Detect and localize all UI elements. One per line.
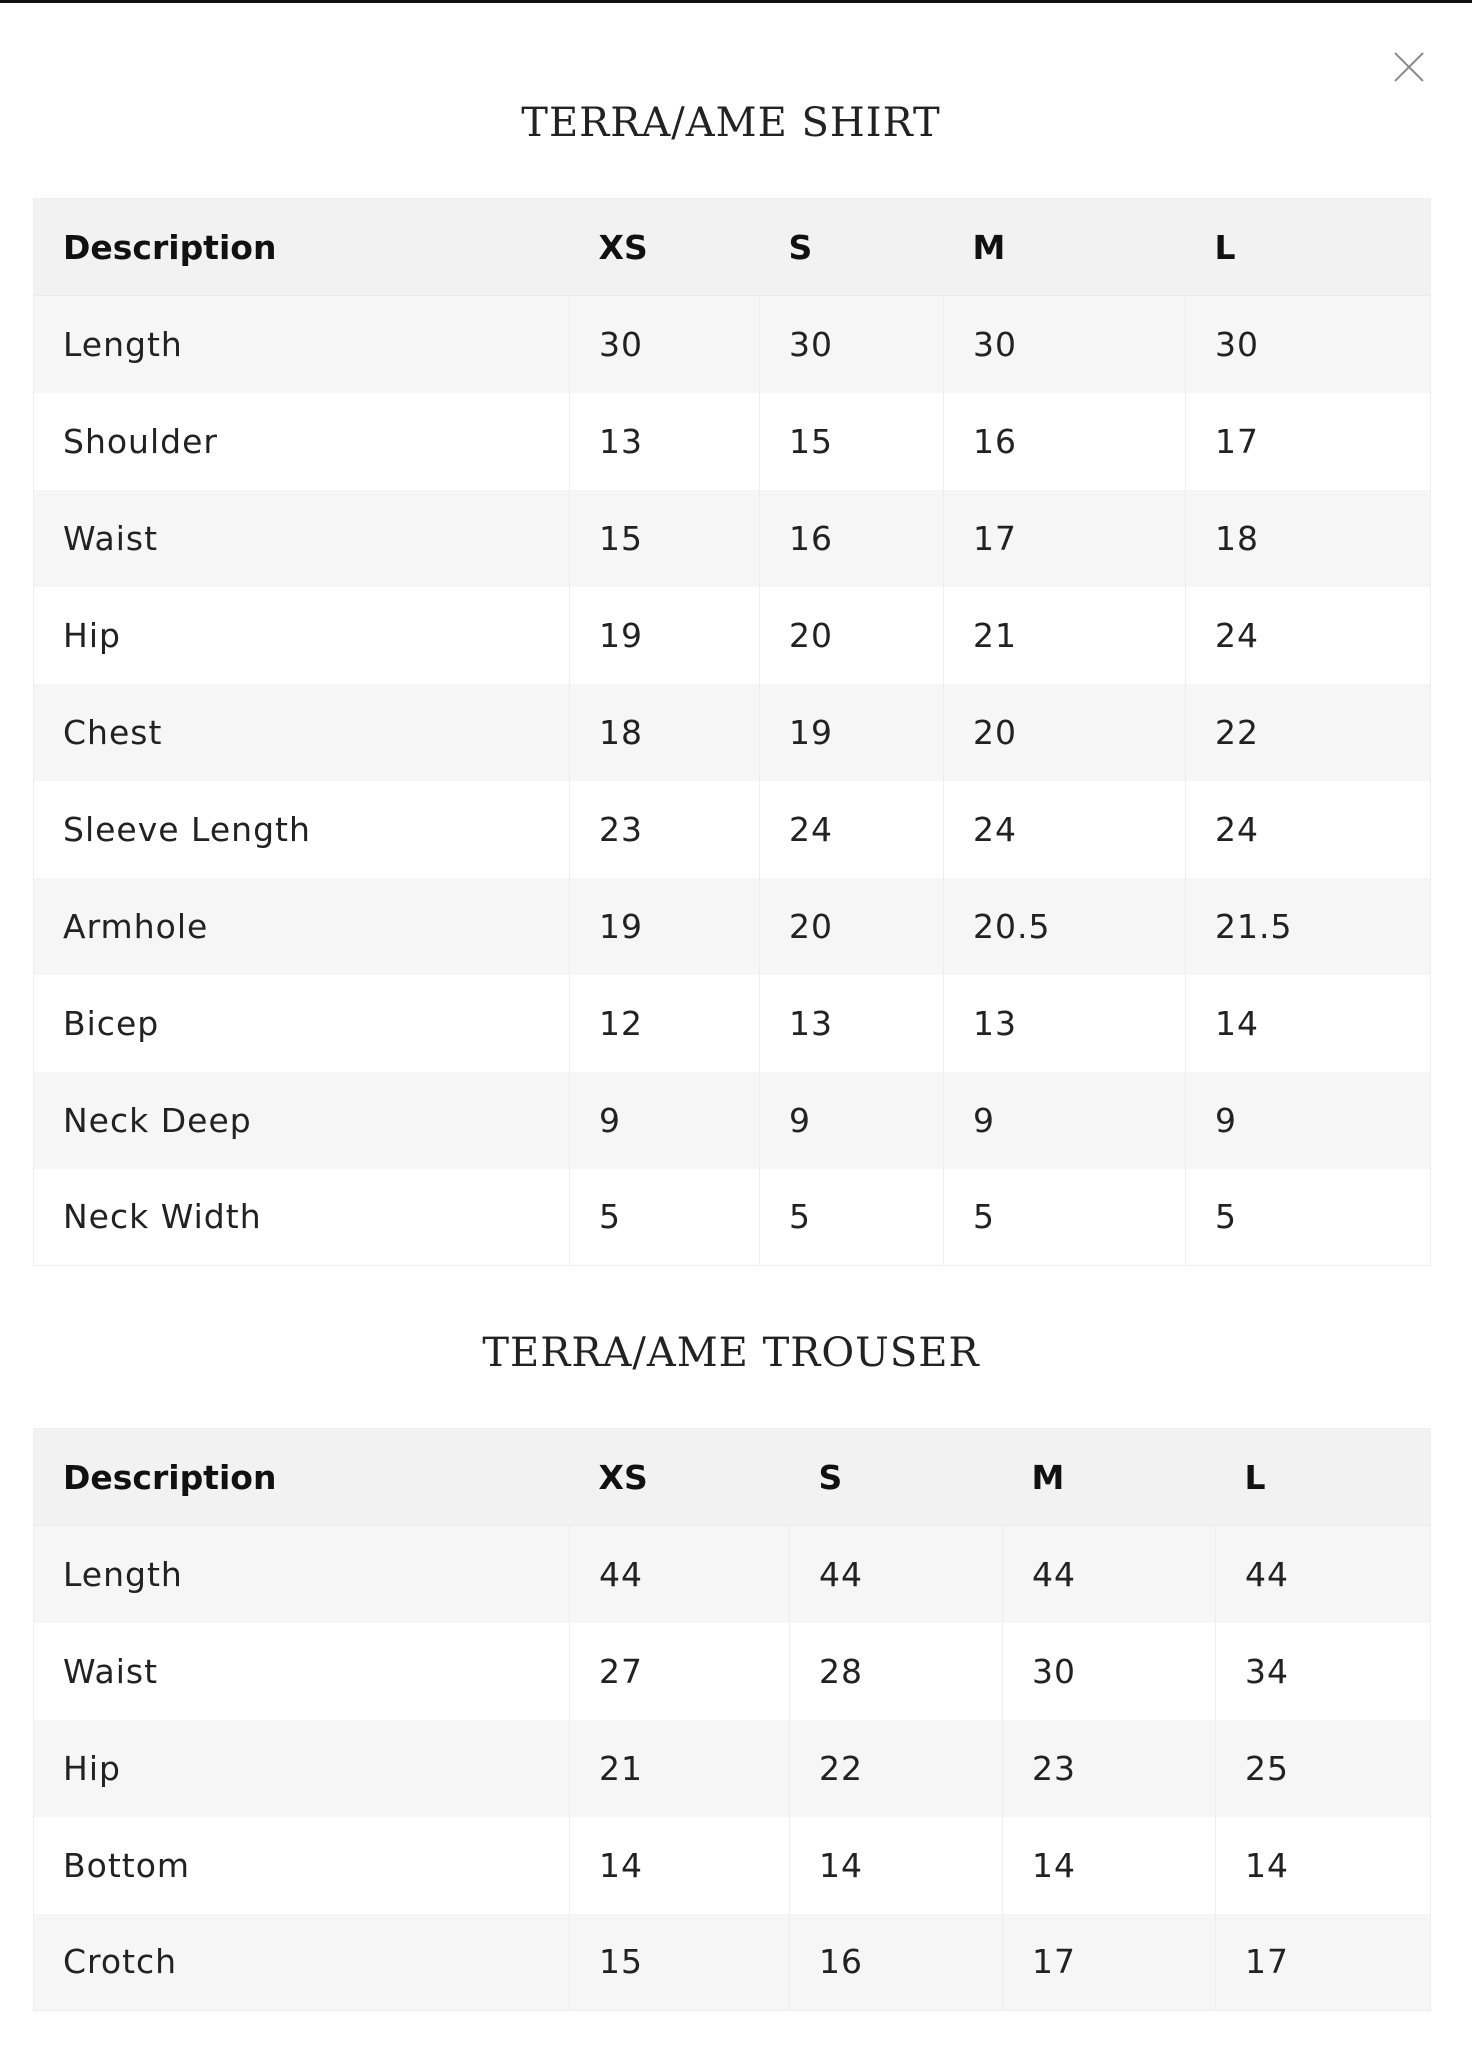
measurement-name-cell: Bicep xyxy=(34,975,570,1072)
size-m-cell: 13 xyxy=(944,975,1186,1072)
size-m-cell: 23 xyxy=(1003,1720,1216,1817)
size-l-cell: 22 xyxy=(1186,684,1431,781)
size-m-cell: 20 xyxy=(944,684,1186,781)
table-row xyxy=(34,1169,1431,1266)
size-m-cell: 20.5 xyxy=(944,878,1186,975)
column-header-s: S xyxy=(790,1429,1003,1526)
size-m-cell: 24 xyxy=(944,781,1186,878)
table-row xyxy=(34,1720,1431,1817)
measurement-name-cell: Hip xyxy=(34,587,570,684)
trouser-size-chart-title: TERRA/AME TROUSER xyxy=(482,1330,980,1376)
size-l-cell: 9 xyxy=(1186,1072,1431,1169)
size-xs-cell: 12 xyxy=(570,975,760,1072)
size-m-cell: 21 xyxy=(944,587,1186,684)
size-s-cell: 44 xyxy=(790,1526,1003,1623)
size-xs-cell: 19 xyxy=(570,587,760,684)
size-xs-cell: 13 xyxy=(570,393,760,490)
measurement-name-cell: Neck Width xyxy=(34,1169,570,1266)
table-header-row xyxy=(34,199,1431,296)
size-l-cell: 25 xyxy=(1216,1720,1431,1817)
size-xs-cell: 23 xyxy=(570,781,760,878)
size-s-cell: 20 xyxy=(760,587,944,684)
measurement-name-cell: Bottom xyxy=(34,1817,570,1914)
shirt-size-chart-title: TERRA/AME SHIRT xyxy=(521,100,941,146)
size-l-cell: 24 xyxy=(1186,587,1431,684)
size-s-cell: 16 xyxy=(790,1914,1003,2011)
table-row xyxy=(34,1914,1431,2011)
column-header-xs: XS xyxy=(570,199,760,296)
measurement-name-cell: Shoulder xyxy=(34,393,570,490)
top-divider xyxy=(0,0,1472,3)
table-row xyxy=(34,1623,1431,1720)
size-l-cell: 18 xyxy=(1186,490,1431,587)
size-s-cell: 14 xyxy=(790,1817,1003,1914)
size-s-cell: 9 xyxy=(760,1072,944,1169)
measurement-name-cell: Length xyxy=(34,296,570,393)
measurement-name-cell: Armhole xyxy=(34,878,570,975)
table-row xyxy=(34,781,1431,878)
table-row xyxy=(34,975,1431,1072)
size-l-cell: 44 xyxy=(1216,1526,1431,1623)
size-l-cell: 14 xyxy=(1216,1817,1431,1914)
column-header-l: L xyxy=(1186,199,1431,296)
size-s-cell: 15 xyxy=(760,393,944,490)
shirt-size-table xyxy=(33,198,1431,1266)
size-xs-cell: 19 xyxy=(570,878,760,975)
size-xs-cell: 21 xyxy=(570,1720,790,1817)
column-header-description: Description xyxy=(34,199,570,296)
size-m-cell: 17 xyxy=(944,490,1186,587)
size-s-cell: 20 xyxy=(760,878,944,975)
table-row xyxy=(34,296,1431,393)
size-xs-cell: 9 xyxy=(570,1072,760,1169)
table-row xyxy=(34,878,1431,975)
table-row xyxy=(34,1526,1431,1623)
size-l-cell: 34 xyxy=(1216,1623,1431,1720)
size-s-cell: 30 xyxy=(760,296,944,393)
size-l-cell: 17 xyxy=(1216,1914,1431,2011)
size-l-cell: 21.5 xyxy=(1186,878,1431,975)
size-xs-cell: 30 xyxy=(570,296,760,393)
size-xs-cell: 27 xyxy=(570,1623,790,1720)
size-s-cell: 22 xyxy=(790,1720,1003,1817)
size-s-cell: 19 xyxy=(760,684,944,781)
size-s-cell: 28 xyxy=(790,1623,1003,1720)
size-xs-cell: 15 xyxy=(570,490,760,587)
size-m-cell: 5 xyxy=(944,1169,1186,1266)
measurement-name-cell: Sleeve Length xyxy=(34,781,570,878)
table-header-row xyxy=(34,1429,1431,1526)
column-header-s: S xyxy=(760,199,944,296)
size-s-cell: 16 xyxy=(760,490,944,587)
size-l-cell: 24 xyxy=(1186,781,1431,878)
column-header-m: M xyxy=(1003,1429,1216,1526)
column-header-m: M xyxy=(944,199,1186,296)
table-row xyxy=(34,1072,1431,1169)
table-row xyxy=(34,1817,1431,1914)
measurement-name-cell: Crotch xyxy=(34,1914,570,2011)
table-row xyxy=(34,587,1431,684)
measurement-name-cell: Length xyxy=(34,1526,570,1623)
measurement-name-cell: Waist xyxy=(34,490,570,587)
size-xs-cell: 44 xyxy=(570,1526,790,1623)
size-m-cell: 9 xyxy=(944,1072,1186,1169)
size-m-cell: 44 xyxy=(1003,1526,1216,1623)
size-xs-cell: 18 xyxy=(570,684,760,781)
measurement-name-cell: Chest xyxy=(34,684,570,781)
size-m-cell: 30 xyxy=(1003,1623,1216,1720)
measurement-name-cell: Waist xyxy=(34,1623,570,1720)
size-l-cell: 5 xyxy=(1186,1169,1431,1266)
size-xs-cell: 14 xyxy=(570,1817,790,1914)
column-header-l: L xyxy=(1216,1429,1431,1526)
table-row xyxy=(34,393,1431,490)
size-s-cell: 13 xyxy=(760,975,944,1072)
trouser-size-table xyxy=(33,1428,1431,2011)
measurement-name-cell: Hip xyxy=(34,1720,570,1817)
size-l-cell: 14 xyxy=(1186,975,1431,1072)
size-xs-cell: 15 xyxy=(570,1914,790,2011)
size-m-cell: 30 xyxy=(944,296,1186,393)
close-button[interactable] xyxy=(1392,50,1426,84)
size-l-cell: 30 xyxy=(1186,296,1431,393)
size-m-cell: 14 xyxy=(1003,1817,1216,1914)
close-icon xyxy=(1392,50,1426,84)
column-header-xs: XS xyxy=(570,1429,790,1526)
size-m-cell: 16 xyxy=(944,393,1186,490)
measurement-name-cell: Neck Deep xyxy=(34,1072,570,1169)
column-header-description: Description xyxy=(34,1429,570,1526)
table-row xyxy=(34,490,1431,587)
size-xs-cell: 5 xyxy=(570,1169,760,1266)
table-row xyxy=(34,684,1431,781)
size-s-cell: 24 xyxy=(760,781,944,878)
size-m-cell: 17 xyxy=(1003,1914,1216,2011)
size-l-cell: 17 xyxy=(1186,393,1431,490)
size-s-cell: 5 xyxy=(760,1169,944,1266)
